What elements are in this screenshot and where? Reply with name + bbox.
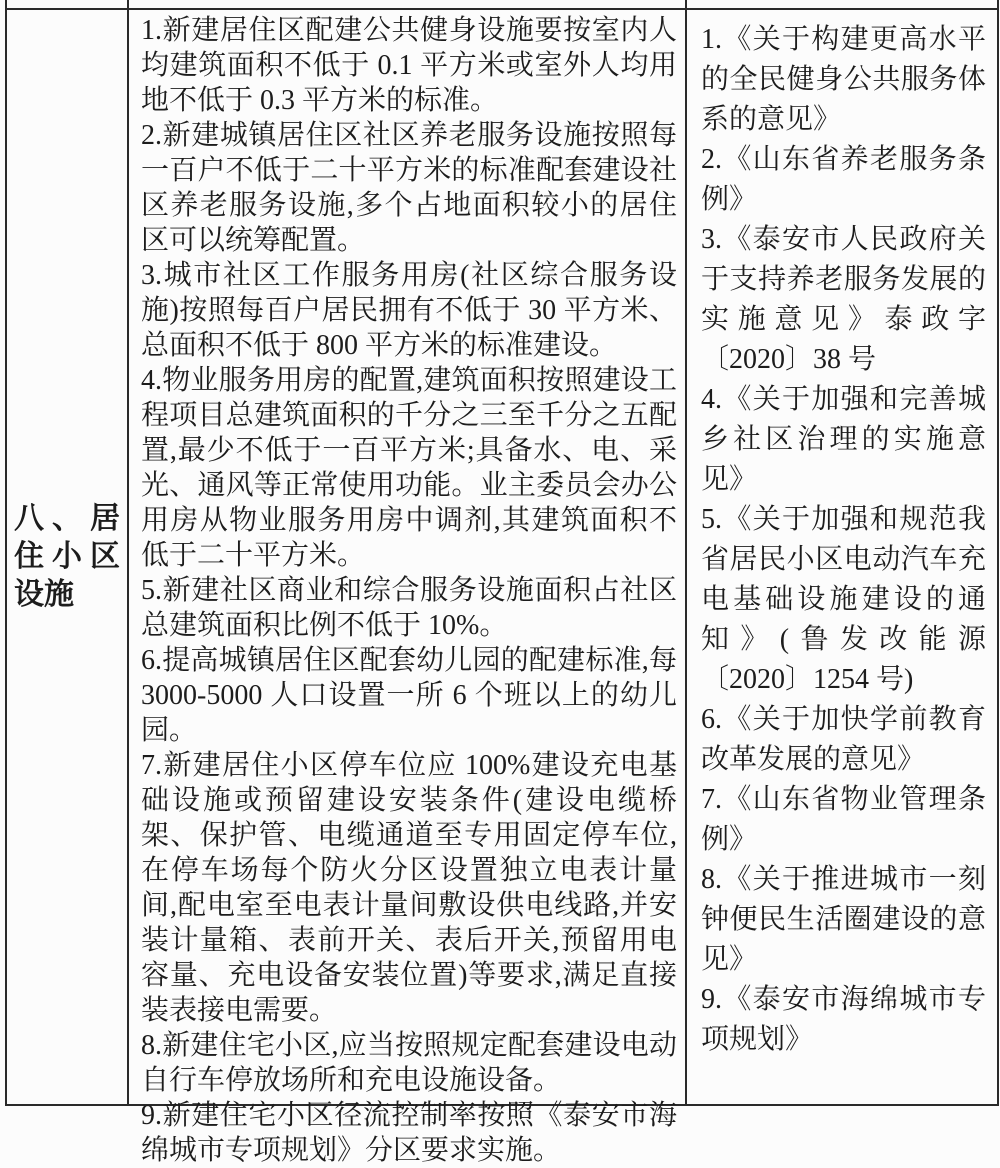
category-label: 八、居住小区设施: [14, 501, 120, 611]
references-cell: [687, 10, 997, 1103]
reference-item-9: 9.《泰安市海绵城市专项规划》: [701, 984, 986, 1055]
reference-item-8: 8.《关于推进城市一刻钟便民生活圈建设的意见》: [701, 864, 986, 975]
reference-item-5: 5.《关于加强和规范我省居民小区电动汽车充电基础设施建设的通知》(鲁发改能源〔2020〕1254 号): [701, 504, 986, 695]
requirement-item-5: 5.新建社区商业和综合服务设施面积占社区总建筑面积比例不低于 10%。: [141, 575, 677, 641]
reference-item-2: 2.《山东省养老服务条例》: [701, 144, 986, 215]
reference-item-1: 1.《关于构建更高水平的全民健身公共服务体系的意见》: [701, 24, 986, 135]
category-cell: [7, 10, 127, 1103]
requirements-cell: [129, 10, 685, 1166]
requirement-item-7: 7.新建居住小区停车位应 100%建设充电基础设施或预留建设安装条件(建设电缆桥架、保护管、电缆通道至专用固定停车位,在停车场每个防火分区设置独立电表计量间,配电室至电表计量间敷设供电线路,并安装计量箱、表前开关、表后开关,预留用电容量、充电设备安装位置)等要求,满足直接装表接电需要。: [141, 750, 677, 1026]
reference-item-3: 3.《泰安市人民政府关于支持养老服务发展的实施意见》泰政字〔2020〕38 号: [701, 224, 986, 375]
table-border-right: [997, 0, 999, 1105]
reference-item-4: 4.《关于加强和完善城乡社区治理的实施意见》: [701, 384, 986, 495]
requirement-item-4: 4.物业服务用房的配置,建筑面积按照建设工程项目总建筑面积的千分之三至千分之五配置,最少不低于一百平方米;具备水、电、采光、通风等正常使用功能。业主委员会办公用房从物业服务用房中调剂,其建筑面积不低于二十平方米。: [141, 365, 677, 571]
requirement-item-6: 6.提高城镇居住区配套幼儿园的配建标准,每 3000-5000 人口设置一所 6 个班以上的幼儿园。: [141, 645, 677, 746]
requirement-item-2: 2.新建城镇居住区社区养老服务设施按照每一百户不低于二十平方米的标准配套建设社区养老服务设施,多个占地面积较小的居住区可以统筹配置。: [141, 120, 677, 256]
reference-item-6: 6.《关于加快学前教育改革发展的意见》: [701, 704, 986, 775]
reference-item-7: 7.《山东省物业管理条例》: [701, 784, 986, 855]
requirement-item-1: 1.新建居住区配建公共健身设施要按室内人均建筑面积不低于 0.1 平方米或室外人均用地不低于 0.3 平方米的标准。: [141, 15, 677, 116]
requirement-item-9: 9.新建住宅小区径流控制率按照《泰安市海绵城市专项规划》分区要求实施。: [141, 1100, 677, 1166]
requirement-item-8: 8.新建住宅小区,应当按照规定配套建设电动自行车停放场所和充电设施设备。: [141, 1030, 677, 1096]
requirement-item-3: 3.城市社区工作服务用房(社区综合服务设施)按照每百户居民拥有不低于 30 平方米、总面积不低于 800 平方米的标准建设。: [141, 260, 677, 361]
